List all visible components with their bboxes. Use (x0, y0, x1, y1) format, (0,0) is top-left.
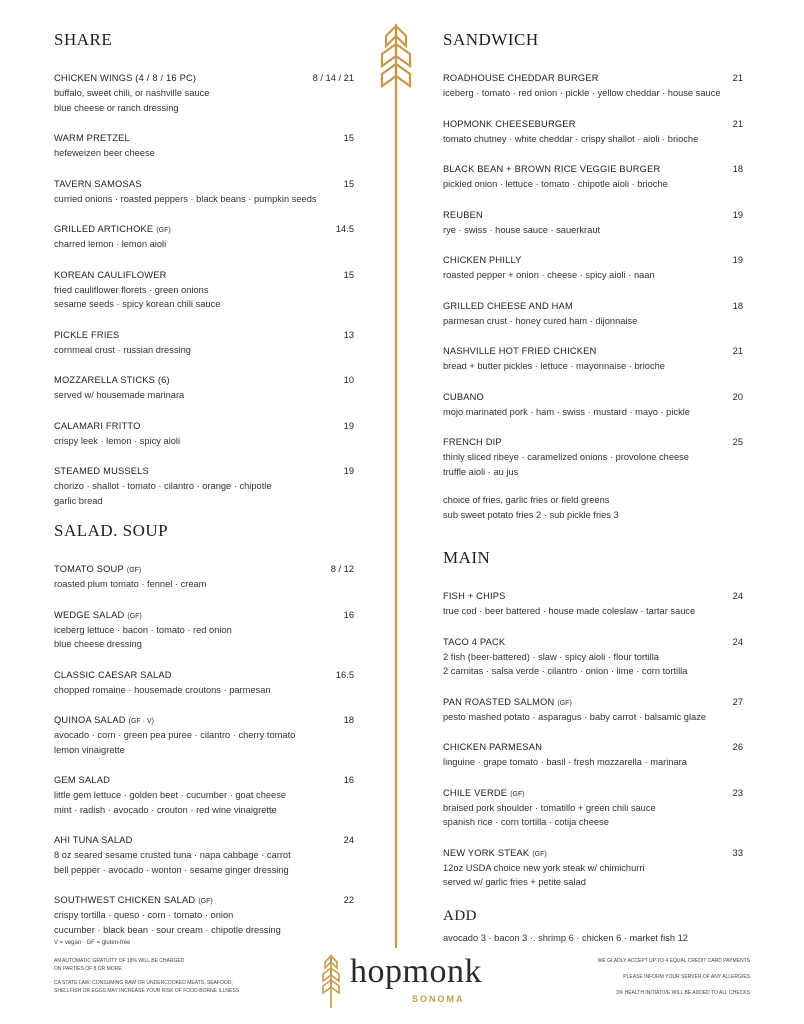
menu-item-description: bell pepper · avocado · wonton · sesame ginger dressing (54, 864, 289, 875)
menu-item-name: NASHVILLE HOT FRIED CHICKEN (443, 346, 597, 356)
menu-item-description: charred lemon · lemon aioli (54, 239, 167, 249)
menu-item-price: 8 / 12 (330, 564, 354, 574)
menu-item (443, 432, 743, 479)
menu-item-header (54, 68, 354, 86)
sandwich-section (443, 30, 743, 522)
menu-item-description: fried cauliflower florets · green onions (54, 284, 209, 295)
main-items (443, 586, 743, 890)
menu-item-description: chorizo · shallot · tomato · cilantro · orange · chipotle (54, 481, 272, 491)
menu-item-title (443, 341, 597, 359)
menu-item-header (54, 770, 354, 788)
menu-item-description: blue cheese dressing (54, 639, 142, 649)
ca-law-line: SHELLFISH OR EGGS MAY INCREASE YOUR RISK OF FOOD-BORNE ILLNESS (54, 987, 240, 994)
menu-item-description: cornmeal crust · russian dressing (54, 344, 191, 355)
menu-item (54, 325, 354, 358)
add-options: avocado 3 · bacon 3 ·. shrimp 6 · chicken 6 · market fish 12 (443, 932, 688, 943)
wheat-logo-icon (320, 954, 342, 1008)
menu-item-name: TACO 4 PACK (443, 636, 506, 647)
menu-item-title (54, 174, 142, 192)
menu-item-description: 2 fish (beer-battered) · slaw · spicy aioli · flour tortilla (443, 651, 659, 662)
menu-item-name: MOZZARELLA STICKS (6) (54, 375, 170, 385)
menu-item-price: 21 (732, 73, 743, 83)
menu-item-diet-tag: (GF · V) (128, 718, 154, 725)
health-note: 3% HEALTH INITIATIVE WILL BE ADDED TO ALL CHECKS (615, 990, 750, 996)
menu-item-description: braised pork shoulder · tomatillo + green chili sauce (443, 802, 656, 813)
menu-item-description: served w/ housemade marinara (54, 390, 185, 400)
menu-item-header (443, 632, 743, 650)
menu-item-price: 22 (343, 895, 354, 905)
menu-item-name: PAN ROASTED SALMON (443, 696, 555, 707)
menu-item-description: iceberg · tomato · red onion · pickle · yellow cheddar · house sauce (443, 88, 721, 98)
menu-item-title (54, 219, 171, 237)
menu-item (54, 174, 354, 207)
menu-item-price: 24 (732, 636, 743, 647)
menu-item (54, 605, 354, 652)
menu-item (443, 692, 743, 725)
menu-item-header (443, 296, 743, 314)
menu-item-title (443, 159, 660, 177)
menu-item-header (54, 370, 354, 388)
menu-item-title (54, 890, 213, 908)
sandwich-title: SANDWICH (443, 30, 539, 49)
menu-item-name: AHI TUNA SALAD (54, 835, 133, 845)
menu-item (443, 114, 743, 147)
menu-item (443, 341, 743, 374)
menu-item-price: 16 (343, 609, 354, 620)
menu-item-title (54, 605, 142, 623)
menu-item-price: 21 (732, 118, 743, 129)
menu-item-price: 27 (732, 696, 743, 707)
menu-item-description: crispy leek · lemon · spicy aioli (54, 435, 181, 446)
menu-item-description: pesto mashed potato · asparagus · baby carrot · balsamic glaze (443, 711, 707, 722)
menu-item-header (54, 890, 354, 908)
menu-item-title (443, 387, 484, 405)
menu-item-description: roasted pepper + onion · cheese · spicy aioli · naan (443, 270, 655, 280)
menu-item-header (54, 710, 354, 728)
menu-item-name: CUBANO (443, 391, 484, 402)
menu-item-name: NEW YORK STEAK (443, 847, 530, 858)
menu-item-header (443, 114, 743, 132)
menu-item-title (443, 843, 547, 861)
menu-item-name: PICKLE FRIES (54, 329, 120, 340)
menu-item-header (54, 559, 354, 577)
menu-item-price: 19 (732, 209, 743, 220)
menu-item-description: linguine · grape tomato · basil · fresh mozzarella · marinara (443, 757, 687, 767)
menu-item-description: true cod · beer battered · house made coleslaw · tartar sauce (443, 606, 696, 616)
menu-item-header (54, 461, 354, 479)
menu-item-name: CHICKEN PHILLY (443, 255, 522, 265)
menu-item (443, 205, 743, 238)
menu-item (54, 265, 354, 312)
menu-item-header (443, 250, 743, 268)
menu-item-price: 19 (732, 255, 743, 265)
menu-item-name: CALAMARI FRITTO (54, 420, 141, 431)
menu-item-diet-tag: (GF) (557, 699, 572, 707)
brand-logo (320, 952, 490, 1012)
menu-item (443, 68, 743, 101)
menu-item-description: hefeweizen beer cheese (54, 148, 155, 158)
menu-item-name: CLASSIC CAESAR SALAD (54, 669, 172, 680)
menu-item-price: 23 (732, 787, 743, 798)
menu-item-title (54, 710, 154, 728)
salad-items (54, 559, 354, 937)
menu-item-header (54, 128, 354, 146)
menu-item-description: rye · swiss · house sauce · sauerkraut (443, 224, 601, 235)
menu-item (54, 559, 354, 592)
menu-item-description: mint · radish · avocado · crouton · red wine vinaigrette (54, 804, 277, 815)
menu-item-diet-tag: (GF) (510, 790, 525, 798)
menu-item-description: thinly sliced ribeye · caramelized onions · provolone cheese (443, 452, 689, 462)
menu-item-title (443, 783, 525, 801)
menu-item-price: 18 (732, 300, 743, 311)
menu-item-header (443, 432, 743, 450)
menu-item-price: 10 (343, 375, 354, 385)
wheat-divider-icon (378, 20, 414, 950)
menu-item-description: sesame seeds · spicy korean chili sauce (54, 299, 221, 309)
menu-item (54, 665, 354, 698)
menu-item-header (443, 783, 743, 801)
menu-item-title (443, 250, 522, 268)
menu-item-price: 18 (732, 164, 743, 174)
menu-item-title (54, 265, 167, 283)
menu-item-header (54, 416, 354, 434)
menu-item-price: 18 (343, 715, 354, 725)
ca-law-line: CA STATE LAW: CONSUMING RAW OR UNDERCOOKED MEATS, SEAFOOD, (54, 980, 233, 986)
allergies-note: PLEASE INFORM YOUR SERVER OF ANY ALLERGIES (623, 974, 750, 980)
menu-item-price: 19 (343, 466, 354, 476)
menu-item-description: cucumber · black bean · sour cream · chipotle dressing (54, 924, 281, 935)
menu-item (443, 159, 743, 192)
menu-item (54, 68, 354, 115)
menu-item-header (443, 586, 743, 604)
gratuity-note (54, 958, 184, 973)
menu-item-price: 20 (732, 391, 743, 402)
menu-item-name: WARM PRETZEL (54, 133, 130, 143)
menu-item-description: avocado · corn · green pea puree · cilantro · cherry tomato (54, 730, 296, 740)
menu-item-price: 16 (343, 775, 354, 785)
menu-item-title (54, 461, 149, 479)
add-section (443, 908, 743, 943)
menu-item-title (54, 416, 141, 434)
menu-item-header (54, 830, 354, 848)
menu-item-description: parmesan crust · honey cured ham · dijonnaise (443, 315, 638, 326)
menu-item-header (443, 159, 743, 177)
menu-item (54, 890, 354, 937)
menu-item-name: HOPMONK CHEESEBURGER (443, 118, 576, 129)
menu-item-name: SOUTHWEST CHICKEN SALAD (54, 895, 196, 905)
menu-item-price: 24 (343, 835, 354, 845)
menu-item-name: FRENCH DIP (443, 437, 502, 447)
menu-item-header (54, 605, 354, 623)
menu-item-description: crispy tortilla · queso · corn · tomato · onion (54, 910, 234, 920)
brand-name: hopmonk (350, 953, 482, 990)
menu-item-price: 14.5 (335, 224, 354, 234)
menu-item-title (443, 205, 483, 223)
menu-item (54, 770, 354, 817)
menu-item-header (443, 692, 743, 710)
menu-item-price: 15 (343, 269, 354, 280)
credit-note: WE GLADLY ACCEPT UP TO 4 EQUAL CREDIT CARD PAYMENTS (597, 958, 750, 964)
menu-item (443, 296, 743, 329)
menu-item (443, 737, 743, 770)
menu-item-name: CHICKEN PARMESAN (443, 742, 543, 752)
main-section (443, 548, 743, 890)
menu-item-diet-tag: (GF) (156, 227, 171, 234)
menu-item-description: curried onions · roasted peppers · black beans · pumpkin seeds (54, 193, 317, 204)
gratuity-line: AN AUTOMATIC GRATUITY OF 18% WILL BE CHARGED (54, 958, 185, 964)
sides-line: sub sweet potato fries 2 · sub pickle fries 3 (443, 509, 619, 520)
menu-item (443, 632, 743, 679)
menu-item (443, 387, 743, 420)
menu-item (443, 586, 743, 619)
salad-section (54, 521, 354, 937)
menu-item-diet-tag: (GF) (126, 567, 142, 574)
menu-item-header (54, 325, 354, 343)
share-title: SHARE (54, 30, 113, 49)
ca-law-note (54, 980, 239, 995)
menu-item-name: FISH + CHIPS (443, 591, 506, 601)
menu-item-price: 13 (343, 329, 354, 340)
sides-line: choice of fries, garlic fries or field greens (443, 495, 610, 505)
sandwich-sides (443, 493, 743, 522)
menu-item-price: 16.5 (335, 669, 354, 680)
menu-item-description: served w/ garlic fries + petite salad (443, 877, 586, 887)
menu-item-price: 8 / 14 / 21 (312, 73, 354, 83)
menu-item-title (443, 432, 502, 450)
share-section (54, 30, 354, 508)
menu-item (54, 416, 354, 449)
menu-item-description: mojo marinated pork · ham · swiss · mustard · mayo · pickle (443, 406, 690, 417)
menu-item-header (443, 205, 743, 223)
menu-item-title (443, 586, 506, 604)
menu-item (54, 461, 354, 508)
menu-item-description: 12oz USDA choice new york steak w/ chimichurri (443, 862, 645, 873)
menu-item (443, 843, 743, 890)
menu-item-description: iceberg lettuce · bacon · tomato · red onion (54, 624, 232, 635)
menu-item-price: 21 (732, 346, 743, 356)
menu-item-title (54, 665, 172, 683)
menu-item-description: lemon vinaigrette (54, 744, 125, 755)
gratuity-line: ON PARTIES OF 8 OR MORE. (54, 965, 123, 972)
menu-item-diet-tag: (GF) (532, 850, 547, 858)
menu-item-title (443, 296, 573, 314)
menu-item-title (443, 737, 542, 755)
menu-item (54, 710, 354, 757)
menu-item-title (443, 114, 576, 132)
menu-item-header (54, 174, 354, 192)
menu-item-description: blue cheese or ranch dressing (54, 102, 179, 113)
main-title: MAIN (443, 548, 491, 567)
menu-item (54, 219, 354, 252)
menu-item-title (54, 325, 119, 343)
menu-item-name: CHILE VERDE (443, 787, 508, 798)
menu-item-description: garlic bread (54, 495, 103, 506)
menu-item-price: 24 (732, 591, 743, 601)
menu-item-diet-tag: (GF) (127, 612, 142, 620)
menu-item-description: bread + butter pickles · lettuce · mayonnaise · brioche (443, 361, 665, 371)
menu-item-header (443, 68, 743, 86)
menu-item-title (54, 770, 110, 788)
menu-item-name: ROADHOUSE CHEDDAR BURGER (443, 73, 599, 83)
menu-item (443, 783, 743, 830)
menu-item-title (54, 128, 130, 146)
menu-item (54, 370, 354, 403)
menu-item-name: QUINOA SALAD (54, 715, 126, 725)
menu-item-description: buffalo, sweet chili, or nashville sauce (54, 88, 210, 98)
menu-item-name: CHICKEN WINGS (4 / 8 / 16 PC) (54, 73, 197, 83)
menu-item-description: 2 carnitas · salsa verde · cilantro · onion · lime · corn tortilla (443, 666, 688, 676)
menu-item-header (443, 387, 743, 405)
right-column (443, 30, 743, 943)
menu-item-description: tomato chutney · white cheddar · crispy shallot · aioli · brioche (443, 133, 699, 144)
menu-item-description: truffle aioli · au jus (443, 466, 519, 477)
menu-item-title (54, 830, 133, 848)
menu-item-description: spanish rice · corn tortilla · cotija cheese (443, 817, 609, 827)
menu-item-description: roasted plum tomato · fennel · cream (54, 579, 207, 589)
menu-item-price: 19 (343, 420, 354, 431)
diet-legend: V = vegan · GF = gluten-free (54, 940, 131, 946)
menu-item-description: 8 oz seared sesame crusted tuna · napa cabbage · carrot (54, 850, 291, 860)
menu-item-name: STEAMED MUSSELS (54, 466, 149, 476)
menu-item-name: GRILLED ARTICHOKE (54, 224, 154, 234)
menu-item-name: BLACK BEAN + BROWN RICE VEGGIE BURGER (443, 164, 661, 174)
brand-location: SONOMA (412, 994, 465, 1004)
menu-item-price: 15 (343, 178, 354, 189)
menu-item-price: 26 (732, 742, 743, 752)
menu-item-header (54, 665, 354, 683)
menu-item-title (54, 370, 170, 388)
menu-item-header (443, 843, 743, 861)
menu-item-description: pickled onion · lettuce · tomato · chipotle aioli · brioche (443, 179, 668, 189)
menu-item-price: 25 (732, 437, 743, 447)
menu-item-header (54, 219, 354, 237)
menu-item-name: TOMATO SOUP (54, 564, 124, 574)
share-items (54, 68, 354, 508)
salad-title: SALAD. SOUP (54, 521, 169, 540)
add-title: ADD (443, 907, 477, 924)
menu-item-name: GEM SALAD (54, 775, 111, 785)
menu-item-header (443, 341, 743, 359)
menu-item-name: REUBEN (443, 209, 483, 220)
menu-item (54, 830, 354, 877)
menu-item-name: TAVERN SAMOSAS (54, 178, 142, 189)
menu-item-title (54, 559, 141, 577)
menu-item-diet-tag: (GF) (198, 898, 213, 905)
menu-item-name: WEDGE SALAD (54, 609, 125, 620)
menu-item-title (443, 632, 505, 650)
menu-item-price: 33 (732, 847, 743, 858)
menu-item (443, 250, 743, 283)
menu-item-name: KOREAN CAULIFLOWER (54, 269, 167, 280)
sandwich-items (443, 68, 743, 479)
menu-item-description: little gem lettuce · golden beet · cucumber · goat cheese (54, 790, 287, 800)
menu-item-name: GRILLED CHEESE AND HAM (443, 300, 573, 311)
menu-item-header (54, 265, 354, 283)
menu-item-description: chopped romaine · housemade croutons · parmesan (54, 684, 271, 695)
menu-item-title (443, 68, 599, 86)
menu-item-price: 15 (343, 133, 354, 143)
menu-item-header (443, 737, 743, 755)
menu-item-title (54, 68, 196, 86)
left-column (54, 30, 354, 950)
menu-item-title (443, 692, 572, 710)
menu-item (54, 128, 354, 161)
